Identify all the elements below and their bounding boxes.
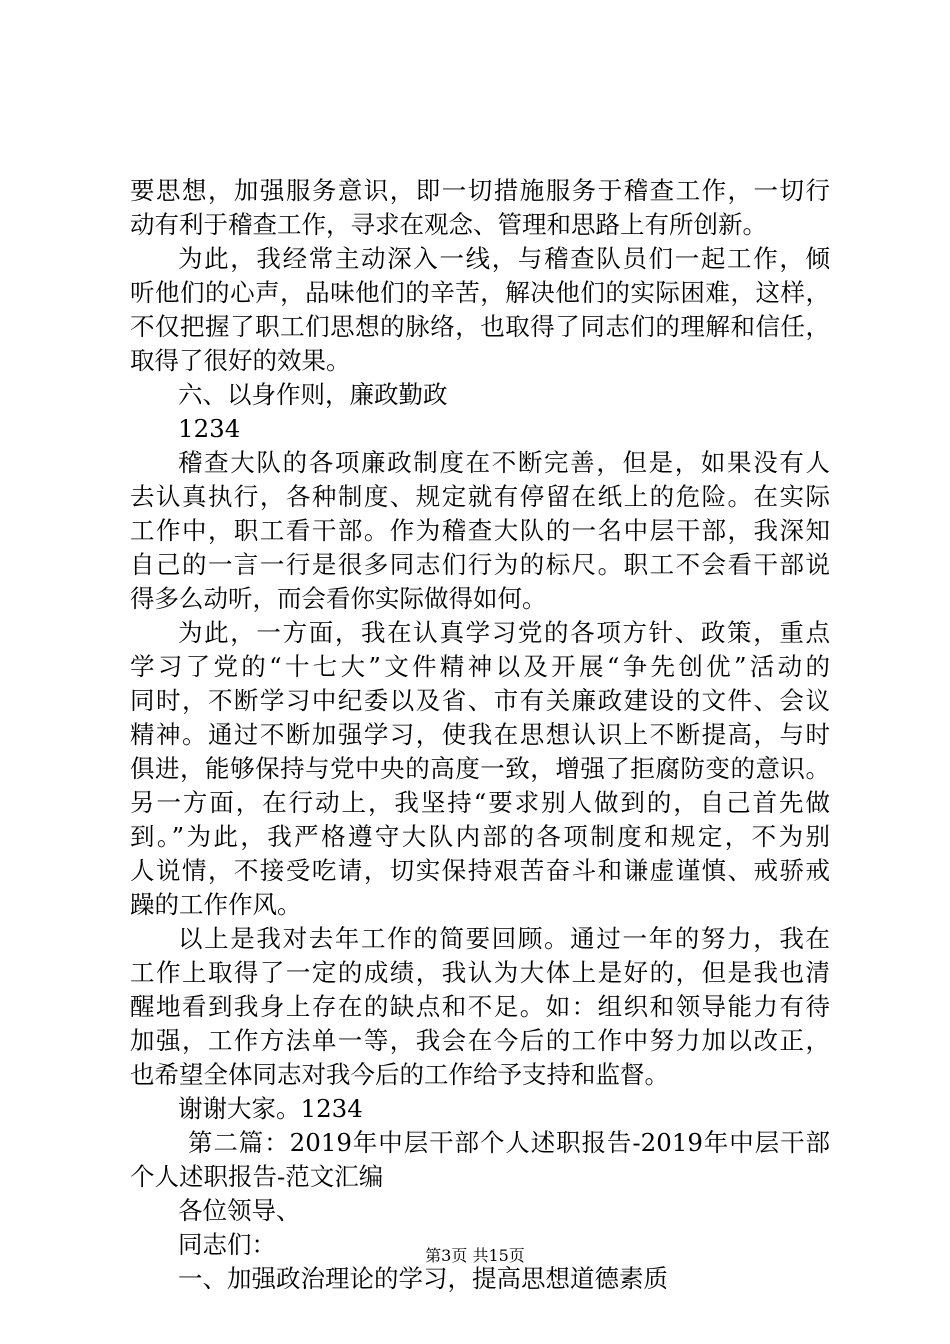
paragraph-line: 要思想，加强服务意识，即一切措施服务于稽查工作，一切行	[130, 176, 830, 205]
paragraph-line: 取得了很好的效果。	[130, 346, 351, 375]
paragraph-line: 工作上取得了一定的成绩，我认为大体上是好的，但是我也清	[130, 958, 830, 987]
chapter-heading-continued: 个人述职报告-范文汇编	[130, 1162, 384, 1191]
paragraph-line: 去认真执行，各种制度、规定就有停留在纸上的危险。在实际	[130, 482, 830, 511]
closing-line: 谢谢大家。1234	[178, 1094, 363, 1123]
salutation-line: 同志们：	[178, 1230, 276, 1259]
paragraph-line: 不仅把握了职工们思想的脉络，也取得了同志们的理解和信任，	[130, 312, 830, 341]
paragraph-line: 到。”为此，我严格遵守大队内部的各项制度和规定，不为别	[130, 822, 830, 851]
paragraph-line: 俱进，能够保持与党中央的高度一致，增强了拒腐防变的意识。	[130, 754, 830, 783]
chapter-heading: 第二篇：2019年中层干部个人述职报告-2019年中层干部	[188, 1128, 830, 1157]
section-heading: 六、以身作则，廉政勤政	[178, 380, 448, 409]
paragraph-line: 得多么动听，而会看你实际做得如何。	[130, 584, 547, 613]
paragraph-line: 以上是我对去年工作的简要回顾。通过一年的努力，我在	[178, 924, 830, 953]
paragraph-line: 同时，不断学习中纪委以及省、市有关廉政建设的文件、会议	[130, 686, 830, 715]
paragraph-line: 工作中，职工看干部。作为稽查大队的一名中层干部，我深知	[130, 516, 830, 545]
paragraph-line: 听他们的心声，品味他们的辛苦，解决他们的实际困难，这样，	[130, 278, 830, 307]
salutation-line: 各位领导、	[178, 1196, 301, 1225]
paragraph-line: 为此，我经常主动深入一线，与稽查队员们一起工作，倾	[178, 244, 830, 273]
paragraph-line: 自己的一言一行是很多同志们行为的标尺。职工不会看干部说	[130, 550, 830, 579]
paragraph-line: 精神。通过不断加强学习，使我在思想认识上不断提高，与时	[130, 720, 830, 749]
page-number-footer: 第3页 共15页	[425, 1246, 525, 1265]
paragraph-line: 为此，一方面，我在认真学习党的各项方针、政策，重点	[178, 618, 830, 647]
paragraph-line: 动有利于稽查工作，寻求在观念、管理和思路上有所创新。	[130, 210, 767, 239]
paragraph-line: 醒地看到我身上存在的缺点和不足。如：组织和领导能力有待	[130, 992, 830, 1021]
paragraph-line: 人说情，不接受吃请，切实保持艰苦奋斗和谦虚谨慎、戒骄戒	[130, 856, 830, 885]
paragraph-line: 稽查大队的各项廉政制度在不断完善，但是，如果没有人	[178, 448, 830, 477]
paragraph-line: 学习了党的“十七大”文件精神以及开展“争先创优”活动的	[130, 652, 830, 681]
paragraph-line: 另一方面，在行动上，我坚持“要求别人做到的，自己首先做	[130, 788, 830, 817]
section-heading: 一、加强政治理论的学习，提高思想道德素质	[178, 1264, 668, 1293]
paragraph-line: 加强，工作方法单一等，我会在今后的工作中努力加以改正，	[130, 1026, 830, 1055]
paragraph-line: 也希望全体同志对我今后的工作给予支持和监督。	[130, 1060, 669, 1089]
paragraph-line: 躁的工作作风。	[130, 890, 302, 919]
paragraph-line: 1234	[178, 414, 241, 443]
